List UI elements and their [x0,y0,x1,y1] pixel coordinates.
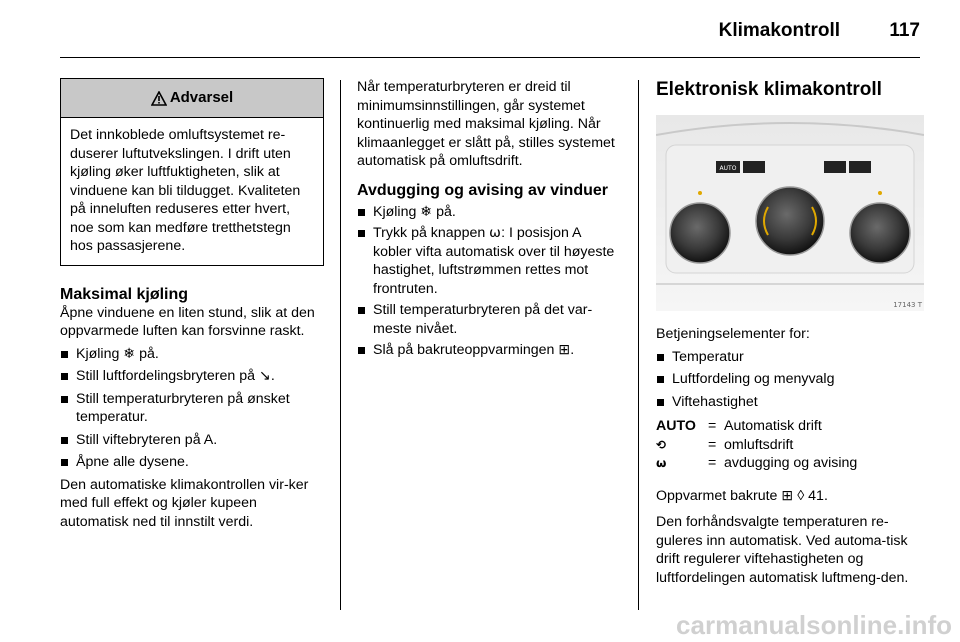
defog-heading: Avdugging og avising av vinduer [357,181,608,199]
column-divider-2 [638,80,639,610]
auto-label: AUTO [719,165,737,172]
list-item: Temperatur [656,348,924,367]
definition-value: Automatisk drift [724,418,822,434]
defrost-icon: ⍵ [656,456,667,470]
defog-list [357,203,623,360]
controls-intro: Betjeningselementer for: [656,326,810,342]
page-number: 117 [889,20,920,41]
auto-temperature-text: Den forhåndsvalgte temperaturen re-guleres inn automatisk. Ved automa-tisk drift regulerer viftehastigheten og luftfordelingen automatisk luftmeng-den. [656,514,909,586]
climate-control-panel-image [656,115,924,311]
figure-label: 17143 T [893,301,922,309]
definition-table [656,417,924,473]
list-item: Still viftebryteren på A. [60,431,324,450]
warning-text: Det innkoblede omluftsystemet re-duserer luftutvekslingen. I drift uten kjøling øker luftfuktigheten, slik at vinduene kan bli tildugget. Kvaliteten på inneluften reduseres etter hvert, noe som kan medføre tretthetstegn hos passasjerene. [70,127,301,254]
list-item: Still temperaturbryteren på det var-meste nivået. [357,301,623,338]
column-3 [656,78,924,587]
temperature-intro: Når temperaturbryteren er dreid til minimumsinnstillingen, går systemet kontinuerlig med maksimal kjøling. Når klimaanlegget er slått på, stilles systemet automatisk på omluftsdrift. [357,79,615,169]
page-title: Klimakontroll [718,20,840,41]
list-item: Kjøling ❄ på. [60,345,324,364]
max-cooling-outro: Den automatiske klimakontrollen vir-ker med full effekt og kjøler kupeen automatisk ned til innstilt verdi. [60,476,309,530]
warning-box [60,78,324,266]
watermark: carmanualsonline.info [676,610,952,640]
definition-equals: = [708,455,717,471]
definition-row [656,436,924,455]
list-item: Luftfordeling og menyvalg [656,370,924,389]
definition-row [656,417,924,436]
definition-equals: = [708,418,717,434]
page-header [60,18,920,58]
definition-key: AUTO [656,418,696,434]
recirculation-icon: ⟲ [656,437,667,452]
list-item: Slå på bakruteoppvarmingen ⊞. [357,341,623,360]
definition-value: avdugging og avising [724,455,858,471]
column-divider-1 [340,80,341,610]
list-item: Viftehastighet [656,393,924,412]
max-cooling-heading: Maksimal kjøling [60,285,189,303]
definition-row [656,454,924,473]
list-item: Åpne alle dysene. [60,453,324,472]
control-panel-illustration [656,115,924,311]
list-item: Still temperaturbryteren på ønsket temperatur. [60,390,324,427]
list-item: Still luftfordelingsbryteren på ↘. [60,367,324,386]
controls-list [656,348,924,412]
climate-control-heading: Elektronisk klimakontroll [656,79,882,100]
list-item: Trykk på knappen ⍵: I posisjon A kobler vifta automatisk over til høyeste hastighet, luftstrømmen rettes mot frontruten. [357,224,623,298]
warning-header [61,79,323,118]
warning-triangle-icon [151,91,167,106]
definition-value: omluftsdrift [724,436,794,453]
header-rule [60,57,920,58]
column-1 [60,78,324,531]
list-item: Kjøling ❄ på. [357,203,623,222]
rear-window-text: Oppvarmet bakrute ⊞ ◊ 41. [656,487,828,504]
column-2 [357,78,623,360]
max-cooling-list [60,345,324,472]
definition-equals: = [708,436,717,453]
max-cooling-intro: Åpne vinduene en liten stund, slik at den oppvarmede luften kan forsvinne raskt. [60,304,315,339]
warning-title: Advarsel [169,88,234,106]
